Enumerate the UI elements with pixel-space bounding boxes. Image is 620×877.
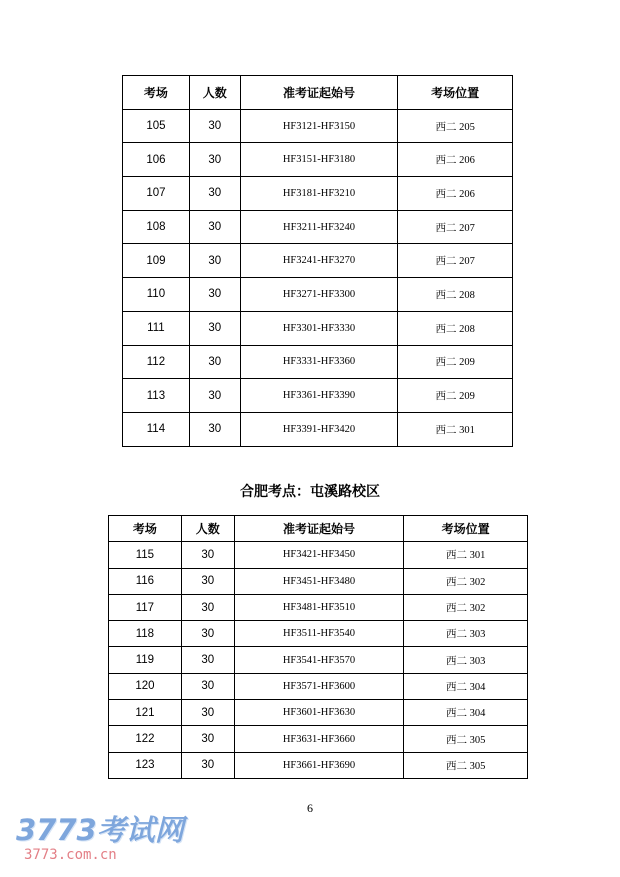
ticket-range-cell: HF3361-HF3390	[240, 379, 398, 413]
room-cell: 114	[123, 412, 190, 446]
location-cell: 西二 304	[404, 700, 528, 726]
count-cell: 30	[189, 143, 240, 177]
room-cell: 118	[109, 621, 182, 647]
table-row	[109, 594, 528, 620]
count-cell: 30	[189, 345, 240, 379]
location-cell: 西二 305	[404, 752, 528, 778]
table-row	[109, 726, 528, 752]
ticket-range-cell: HF3481-HF3510	[234, 594, 404, 620]
header-ticket-range: 准考证起始号	[234, 516, 404, 542]
ticket-range-cell: HF3451-HF3480	[234, 568, 404, 594]
location-cell: 西二 205	[398, 109, 513, 143]
count-cell: 30	[181, 647, 234, 673]
table-row	[109, 568, 528, 594]
room-cell: 111	[123, 311, 190, 345]
table-row	[109, 621, 528, 647]
room-cell: 117	[109, 594, 182, 620]
header-location: 考场位置	[404, 516, 528, 542]
location-cell: 西二 208	[398, 278, 513, 312]
table-row	[123, 379, 513, 413]
location-cell: 西二 209	[398, 345, 513, 379]
table-header-row	[109, 516, 528, 542]
location-cell: 西二 208	[398, 311, 513, 345]
table-row	[123, 210, 513, 244]
location-cell: 西二 301	[404, 542, 528, 568]
room-cell: 121	[109, 700, 182, 726]
header-room: 考场	[109, 516, 182, 542]
ticket-range-cell: HF3661-HF3690	[234, 752, 404, 778]
header-count: 人数	[181, 516, 234, 542]
location-cell: 西二 209	[398, 379, 513, 413]
page-number: 6	[307, 801, 313, 815]
ticket-range-cell: HF3151-HF3180	[240, 143, 398, 177]
location-cell: 西二 207	[398, 244, 513, 278]
ticket-range-cell: HF3601-HF3630	[234, 700, 404, 726]
room-cell: 113	[123, 379, 190, 413]
room-cell: 115	[109, 542, 182, 568]
table-row	[123, 109, 513, 143]
room-cell: 107	[123, 177, 190, 211]
ticket-range-cell: HF3181-HF3210	[240, 177, 398, 211]
header-ticket-range: 准考证起始号	[240, 76, 398, 110]
count-cell: 30	[181, 700, 234, 726]
location-cell: 西二 207	[398, 210, 513, 244]
table-row	[123, 412, 513, 446]
ticket-range-cell: HF3571-HF3600	[234, 673, 404, 699]
count-cell: 30	[181, 621, 234, 647]
ticket-range-cell: HF3631-HF3660	[234, 726, 404, 752]
location-cell: 西二 206	[398, 177, 513, 211]
count-cell: 30	[189, 379, 240, 413]
room-cell: 122	[109, 726, 182, 752]
header-location: 考场位置	[398, 76, 513, 110]
location-cell: 西二 302	[404, 568, 528, 594]
count-cell: 30	[189, 244, 240, 278]
table-row	[109, 673, 528, 699]
ticket-range-cell: HF3541-HF3570	[234, 647, 404, 673]
count-cell: 30	[189, 109, 240, 143]
ticket-range-cell: HF3301-HF3330	[240, 311, 398, 345]
count-cell: 30	[181, 752, 234, 778]
count-cell: 30	[189, 412, 240, 446]
table-row	[109, 752, 528, 778]
count-cell: 30	[189, 278, 240, 312]
location-cell: 西二 304	[404, 673, 528, 699]
ticket-range-cell: HF3211-HF3240	[240, 210, 398, 244]
site-watermark	[16, 814, 184, 864]
exam-room-table-2	[108, 515, 528, 779]
room-cell: 108	[123, 210, 190, 244]
location-cell: 西二 206	[398, 143, 513, 177]
room-cell: 105	[123, 109, 190, 143]
section-title: 合肥考点：屯溪路校区	[240, 484, 380, 500]
room-cell: 110	[123, 278, 190, 312]
room-cell: 119	[109, 647, 182, 673]
watermark-url: 3773.com.cn	[24, 847, 117, 863]
watermark-logo: 3773考试网	[16, 813, 184, 847]
count-cell: 30	[189, 177, 240, 211]
ticket-range-cell: HF3421-HF3450	[234, 542, 404, 568]
table-row	[109, 542, 528, 568]
count-cell: 30	[181, 594, 234, 620]
count-cell: 30	[181, 568, 234, 594]
count-cell: 30	[181, 542, 234, 568]
table-header-row	[123, 76, 513, 110]
room-cell: 120	[109, 673, 182, 699]
table-row	[123, 278, 513, 312]
room-cell: 109	[123, 244, 190, 278]
header-room: 考场	[123, 76, 190, 110]
count-cell: 30	[181, 673, 234, 699]
count-cell: 30	[189, 210, 240, 244]
table-row	[123, 143, 513, 177]
ticket-range-cell: HF3241-HF3270	[240, 244, 398, 278]
table-row	[109, 700, 528, 726]
location-cell: 西二 303	[404, 647, 528, 673]
ticket-range-cell: HF3121-HF3150	[240, 109, 398, 143]
table-row	[123, 345, 513, 379]
exam-room-table-1	[122, 75, 513, 447]
count-cell: 30	[189, 311, 240, 345]
room-cell: 112	[123, 345, 190, 379]
location-cell: 西二 301	[398, 412, 513, 446]
room-cell: 116	[109, 568, 182, 594]
ticket-range-cell: HF3511-HF3540	[234, 621, 404, 647]
ticket-range-cell: HF3391-HF3420	[240, 412, 398, 446]
table-row	[123, 311, 513, 345]
location-cell: 西二 305	[404, 726, 528, 752]
ticket-range-cell: HF3331-HF3360	[240, 345, 398, 379]
table-row	[123, 177, 513, 211]
ticket-range-cell: HF3271-HF3300	[240, 278, 398, 312]
table-row	[123, 244, 513, 278]
count-cell: 30	[181, 726, 234, 752]
location-cell: 西二 303	[404, 621, 528, 647]
location-cell: 西二 302	[404, 594, 528, 620]
header-count: 人数	[189, 76, 240, 110]
room-cell: 106	[123, 143, 190, 177]
room-cell: 123	[109, 752, 182, 778]
table-row	[109, 647, 528, 673]
